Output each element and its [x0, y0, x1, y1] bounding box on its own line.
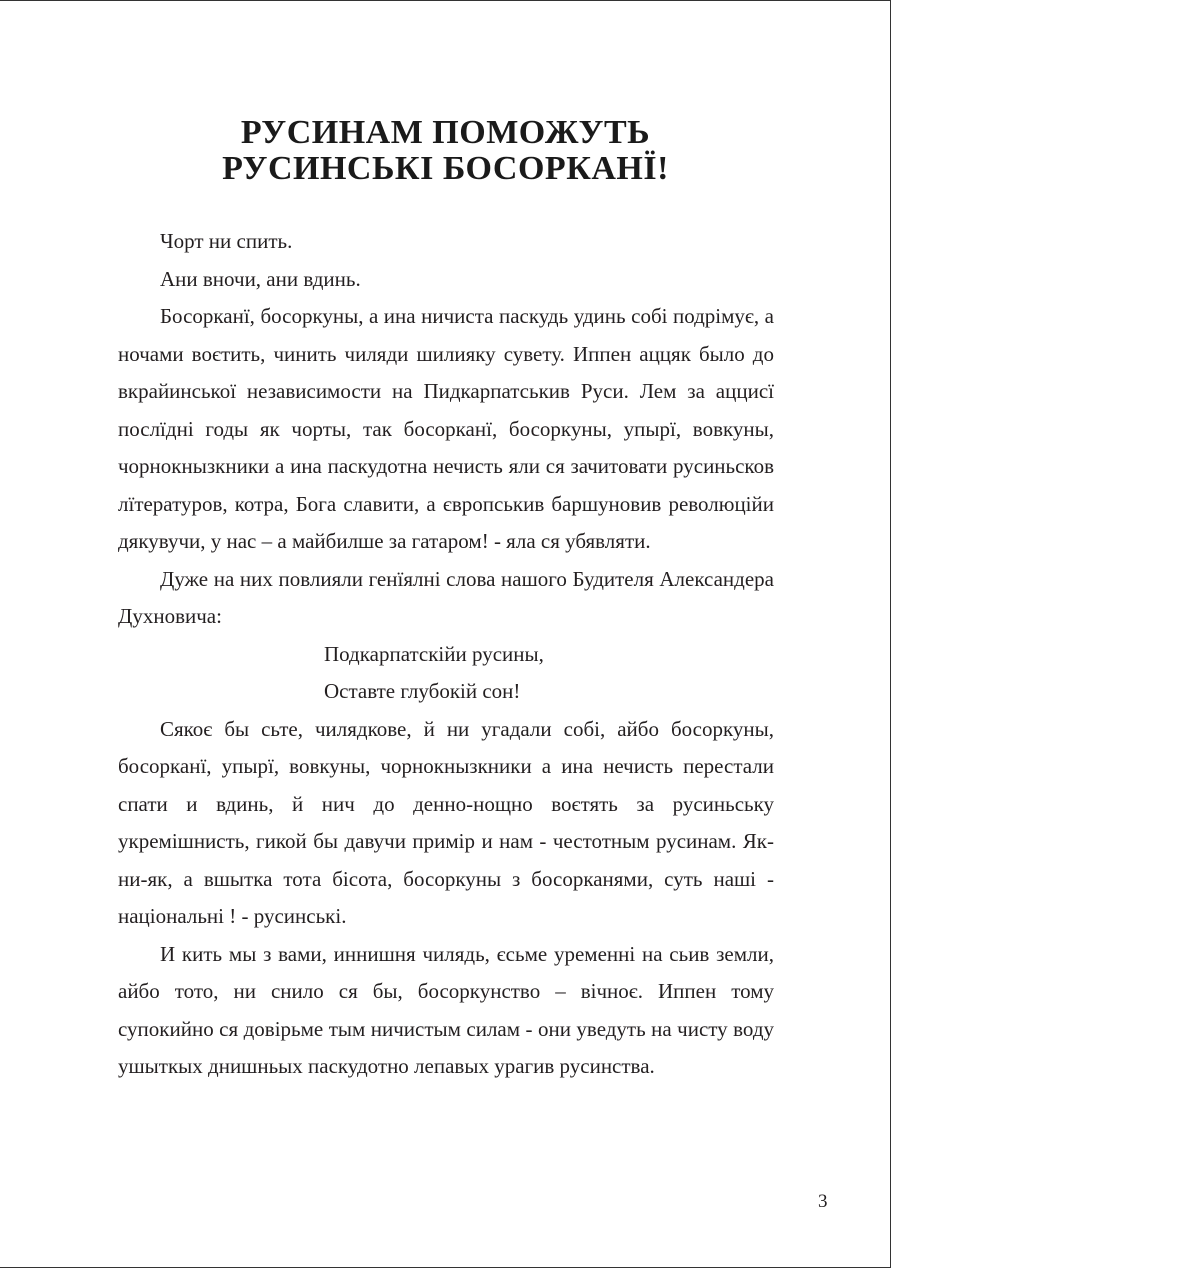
verse-line: Оставте глубокій сон!: [324, 679, 521, 703]
paragraph: Босорканї, босоркуны, а ина ничиста паскудь удинь собі подрімує, а ночами воєтить, чинить чиляди шилияку сувету. Иппен аццяк было до вкрайинської независимости на Пидкарпатськив Руси. Лем за аццисї послїдні годы як чорты, так босорканї, босоркуны, упырї, вовкуны, чорнокнызкники а ина паскудотна нечисть яли ся зачитовати русиньсков лїтературов, котра, Бога славити, а європськив баршуновив революційи дякувучи, у нас – а майбилше за гатаром! - яла ся убявляти.: [118, 304, 774, 553]
page-number: 3: [818, 1191, 828, 1212]
paragraph: Ани вночи, ани вдинь.: [160, 266, 361, 291]
paragraph: Сякоє бы сьте, чилядкове, й ни угадали собі, айбо босоркуны, босорканї, упырї, вовкуны, чорнокнызкники а ина нечисть перестали спати и вдинь, й нич до денно-нощно воєтять за русиньську укремішнисть, гикой бы давучи примір и нам - честотным русинам. Як-ни-як, а вшытка тота бісота, босоркуны з босорканями, суть наші - національні ! - русинські.: [118, 716, 774, 928]
page-title-line-1: РУСИНАМ ПОМОЖУТЬ: [240, 114, 651, 151]
paragraph: И кить мы з вами, иннишня чилядь, єсьме уременні на сьив земли, айбо тото, ни снило ся бы, босоркунство – вічноє. Иппен тому супокийно ся довірьме тым ничистым силам - они уведуть на чисту воду ушыткых днишньых паскудотно лепавых урагив русинства.: [118, 941, 774, 1078]
verse-line: Подкарпатскійи русины,: [324, 641, 544, 666]
paragraph: Чорт ни спить.: [160, 229, 293, 253]
paragraph: Дуже на них повлияли генїялні слова нашого Будителя Александера Духновича:: [118, 566, 774, 628]
body-text: [118, 223, 774, 1086]
page-title-line-2: РУСИНСЬКІ БОСОРКАНЇ!: [222, 150, 669, 187]
